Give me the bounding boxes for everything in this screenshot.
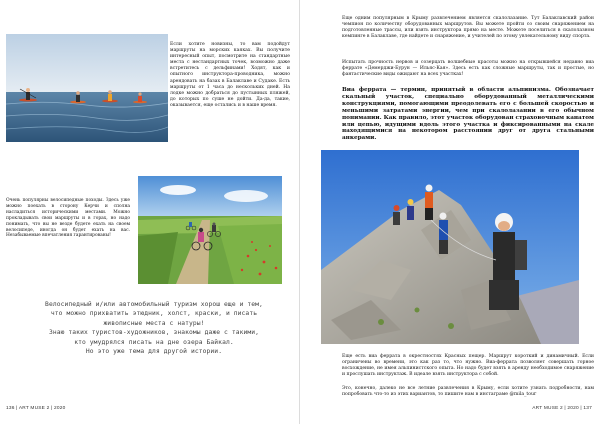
- handwritten-quote: [28, 300, 280, 356]
- right-page-footer: ART MUSE 2 | 2020 | 137: [532, 406, 592, 411]
- sea-kayak-text: Если хотите новизны, то вам подойдут маршруты на морских каяках. Вы получите интересный опыт, посмотрите на стандартные места с нестандартных точек, возможно даже встретитесь с дельфинами! Ходят, как и опытного инструктора-проводника, можно арендовать на базах в Балаклаве и Судаке. Есть маршруты от 1 часа до нескольких дней. На лодке можно добраться до пустынных пляжей, до которых по суше не дойти. Да-да, такие, оказывается, еще остались и в наше время.: [170, 42, 290, 108]
- cyclists-photo: [138, 176, 282, 284]
- quote-line: Велосипедный и/или автомобильный туризм хорош еще и тем,: [45, 301, 263, 308]
- climber-3: [393, 205, 400, 225]
- sea-kayak-photo: [6, 34, 168, 142]
- via-ferrata-definition: Виа феррата — термин, принятый в области альпинизма. Обозначает скальный участок, специально оборудованный металлическими конструкциями, помогающими преодолевать его с большей скоростью и меньшими затратами энергии, чем при скалолазании в его обычном понимании. Как правило, этот участок оборудован страховочным канатом или цепью, идущими вдоль этого участка и фиксированными на скале находящимися на некотором расстоянии друг от друга стальными анкерами.: [342, 87, 594, 142]
- climber-top: [425, 185, 433, 221]
- closing-text: Это, конечно, далеко не все летние развлечения в Крыму, если хотите узнать подробности, нам попробовать что-то из этих вариантов, то пишите нам в инстаграме @mila_tour: [342, 386, 594, 398]
- quote-line: Но это уже тема для другой истории.: [85, 348, 223, 356]
- via-ferrata-intro: Испытать прочность нервов и созерцать волшебные красоты можно на открывшейся недавно виа феррате «Демерджи-Бурун — Ильяс-Кая». Здесь есть как сложные маршруты, так и простые, но фантастические виды ожидают на всех участках!: [342, 60, 594, 78]
- quote-line: живописные места с натуры!: [103, 319, 205, 327]
- quote-line: что можно прихватить этюдник, холст, краски, и писать: [50, 310, 258, 318]
- red-caves-text: Еще есть виа феррата в окрестностях Красных пещер. Маршрут короткий и динамичный. Если ограничены во времени, это как раз то, что нужно. Виа-феррата позволяет совершать горное восхождение, не имея альпинистского опыта. Но надо будет взять в аренду необходимое снаряжение и прослушать инструктаж. В идеале взять инструктора с собой.: [342, 354, 594, 378]
- left-page-footer: 136 | ART MUSE 2 | 2020: [6, 406, 66, 411]
- cycling-text: Очень популярны велосипедные походы. Здесь уже можно поехать в сторону Керчи и сполна насладиться историческими местами. Можно прокладывать свои маршруты и в горах, но надо понимать, что вы не везде будете ехать на своем велосипеде, иногда он будет ехать на вас. Незабываемые впечатления гарантированы!: [6, 198, 130, 239]
- climber-2: [407, 199, 414, 220]
- quote-line: кто умудрялся писать на дне озера Байкал.: [74, 338, 234, 346]
- climbing-intro: Еще одним популярным в Крыму развлечением является скалолазание. Тут Балаклавский район чемпион по количеству оборудованных маршрутов. Вы можете пройти со своим снаряжением на подготовленные трассы, или взять инструктора прямо на месте. Можете поселиться в скалолазном кемпинге в Балаклаве, где найдете и снаряжение, и учителей по этому увлекательному виду спорта.: [342, 16, 594, 40]
- via-ferrata-photo: [321, 150, 579, 344]
- quote-line: Знаю таких туристов-художников, знакомы даже с такими,: [48, 329, 260, 337]
